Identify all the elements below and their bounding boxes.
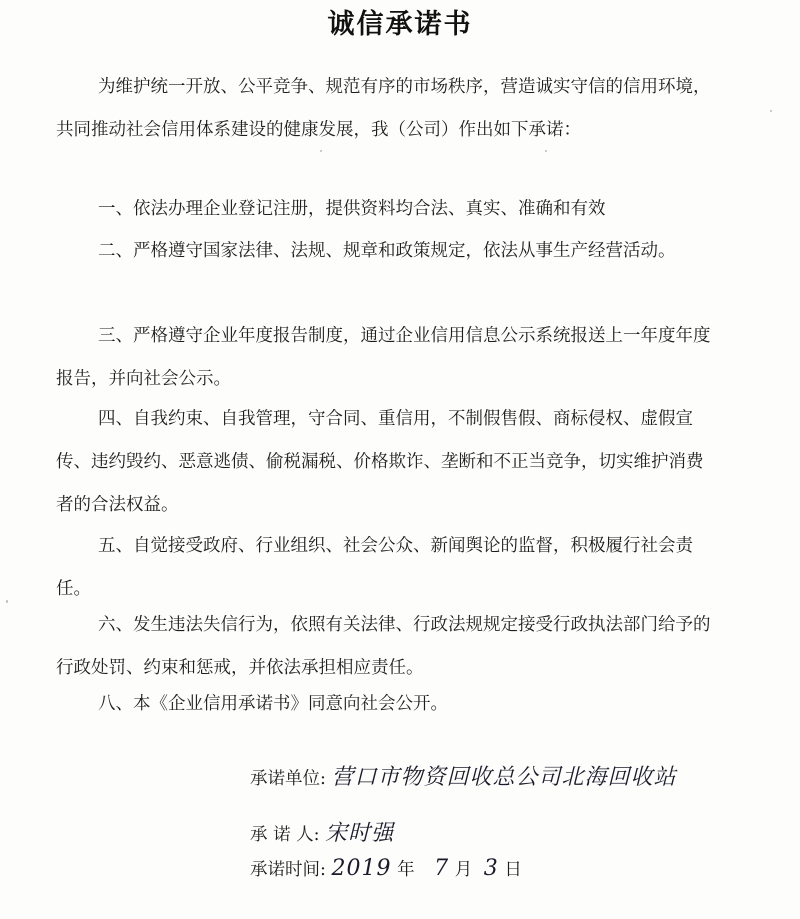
promise-item-6: 六、发生违法失信行为，依照有关法律、行政法规规定接受行政执法部门给予的行政处罚、约束和惩戒，并依法承担相应责任。 xyxy=(56,615,711,678)
person-handwritten-signature: 宋时强 xyxy=(325,821,395,846)
time-year-unit: 年 xyxy=(397,860,415,880)
promise-item-3: 三、严格遵守企业年度报告制度，通过企业信用信息公示系统报送上一年度年度报告，并向社会公示。 xyxy=(56,326,711,389)
signature-time-row xyxy=(250,856,522,881)
scan-speck xyxy=(770,110,772,112)
promise-item-8: 八、本《企业信用承诺书》同意向社会公开。 xyxy=(98,694,448,714)
scan-speck xyxy=(6,600,8,603)
unit-handwritten-value: 营口市物资回收总公司北海回收站 xyxy=(331,765,677,790)
intro-paragraph: 为维护统一开放、公平竞争、规范有序的市场秩序，营造诚实守信的信用环境，共同推动社会信用体系建设的健康发展，我（公司）作出如下承诺： xyxy=(56,77,711,140)
promise-item-5: 五、自觉接受政府、行业组织、社会公众、新闻舆论的监督，积极履行社会责任。 xyxy=(56,536,693,599)
promise-item-1: 一、依法办理企业登记注册，提供资料均合法、真实、准确和有效 xyxy=(98,199,606,219)
promise-item-4: 四、自我约束、自我管理，守合同、重信用，不制假售假、商标侵权、虚假宣传、违约毁约、恶意逃债、偷税漏税、价格欺诈、垄断和不正当竞争，切实维护消费者的合法权益。 xyxy=(56,409,704,515)
document-title: 诚信承诺书 xyxy=(327,9,473,40)
unit-label: 承诺单位: xyxy=(250,769,326,789)
promise-item-2: 二、严格遵守国家法律、法规、规章和政策规定，依法从事生产经营活动。 xyxy=(98,241,676,261)
person-label: 承 诺 人: xyxy=(250,825,320,845)
scan-speck xyxy=(320,150,322,152)
time-day: 3 xyxy=(483,856,499,881)
time-day-unit: 日 xyxy=(504,860,522,880)
time-year: 2019 xyxy=(331,856,392,881)
time-month-unit: 月 xyxy=(454,860,473,880)
time-month: 7 xyxy=(434,856,450,881)
signature-person-row xyxy=(250,816,394,847)
time-label: 承诺时间: xyxy=(250,860,326,880)
signature-unit-row xyxy=(250,760,677,791)
scan-speck xyxy=(545,150,547,152)
